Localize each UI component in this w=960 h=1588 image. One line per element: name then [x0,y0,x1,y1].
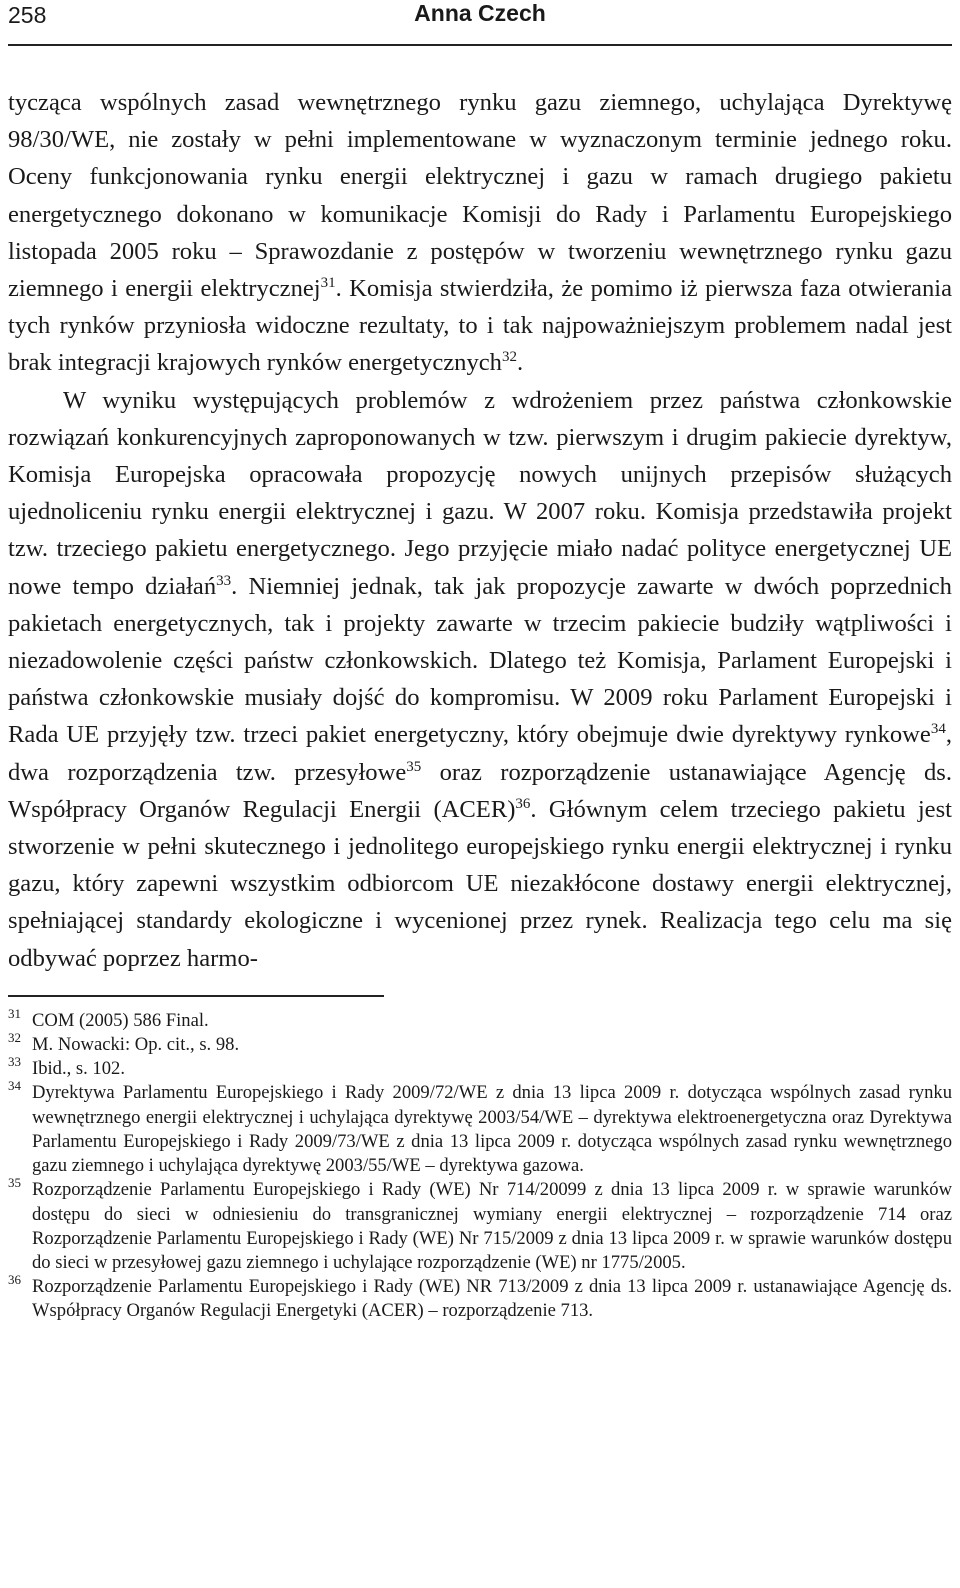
footnote-31 [8,1005,952,1033]
page-header [8,0,952,46]
paragraph-text: W wyniku występujących problemów z wdrożeniem przez państwa członkowskie rozwiązań konkurencyjnych zaproponowanych w tzw. pierwszym i drugim pakiecie dyrektyw, Komisja Europejska opracowała propozycję nowych unijnych przepisów służących ujednoliceniu rynku energii elektrycznej i gazu. W 2007 roku. Komisja przedstawiła projekt tzw. trzeciego pakietu energetycznego. Jego przyjęcie miało nadać polityce energetycznej UE nowe tempo działań [8,386,952,600]
footnote-number: 36 [8,1272,21,1288]
paragraph-text: . Komisja stwierdziła, że pomimo iż pierwsza faza otwierania tych rynków przyniosła widoczne rezultaty, to i tak najpoważniejszym problemem nadal jest brak integracji krajowych rynków energetycznych [8,275,953,377]
footnote-34 [8,1078,952,1178]
paragraph-text: . Niemniej jednak, tak jak propozycje zawarte w dwóch poprzednich pakietach energetycznych, tak i projekty zawarte w trzecim pakiecie budziły wątpliwości i niezadowolenie części państw członkowskich. Dlatego też Komisja, Parlament Europejski i państwa członkowskie musiały dojść do kompromisu. W 2009 roku Parlament Europejski i Rada UE przyjęły tzw. trzeci pakiet energetyczny, który obejmuje dwie dyrektywy rynkowe [8,572,952,749]
paragraph-text: . [516,349,524,377]
paragraph-text: tycząca wspólnych zasad wewnętrznego rynku gazu ziemnego, uchylająca Dyrektywę 98/30/WE, nie zostały w pełni implementowane w wyznaczonym terminie jednego roku. Oceny funkcjonowania rynku energii elektrycznej i gazu w ramach drugiego pakietu energetycznego dokonano w komunikacje Komisji do Rady i Parlamentu Europejskiego listopada 2005 roku – Sprawozdanie z postępów w tworzeniu wewnętrznego rynku gazu ziemnego i energii elektrycznej [8,89,952,303]
footnotes [8,1005,952,1324]
paragraph-1 [8,84,952,382]
footnote-ref-36[interactable]: 36 [515,795,531,812]
footnote-text: M. Nowacki: Op. cit., s. 98. [32,1034,240,1056]
footnote-number: 34 [8,1078,21,1094]
footnote-number: 32 [8,1030,21,1046]
footnote-text: Rozporządzenie Parlamentu Europejskiego i Rady (WE) Nr 714/20099 z dnia 13 lipca 2009 r. w sprawie warunków dostępu do sieci w odniesieniu do transgranicznej wymiany energii elektrycznej – rozporządzenie 714 oraz Rozporządzenie Parlamentu Europejskiego i Rady (WE) Nr 715/2009 z dnia 13 lipca 2009 r. w sprawie warunków dostępu do sieci w przesyłowej gazu ziemnego i uchylające rozporządzenie (WE) nr 1775/2005. [32,1179,952,1273]
footnote-number: 35 [8,1175,21,1191]
footnote-36 [8,1272,952,1323]
footnote-text: Ibid., s. 102. [32,1058,125,1080]
footnote-ref-35[interactable]: 35 [406,758,422,775]
footnote-text: COM (2005) 586 Final. [32,1009,209,1031]
paragraph-text: . Głównym celem trzeciego pakietu jest stworzenie w pełni skutecznego i jednolitego europejskiego rynku energii elektrycznej i rynku gazu, który zapewni wszystkim odbiorcom UE niezakłócone dostawy energii elektrycznej, spełniającej standardy ekologiczne i wycenionej przez rynek. Realizacja tego celu ma się odbywać poprzez harmo- [8,795,952,972]
footnote-33 [8,1054,952,1081]
footnote-number: 33 [8,1054,21,1070]
footnote-text: Rozporządzenie Parlamentu Europejskiego i Rady (WE) NR 713/2009 z dnia 13 lipca 2009 r. ustanawiające Agencję ds. Współpracy Organów Regulacji Energetyki (ACER) – rozporządzenie 713. [32,1276,952,1322]
body-text [8,84,952,977]
footnote-ref-32[interactable]: 32 [501,349,517,366]
footnote-35 [8,1175,952,1275]
running-head: Anna Czech [414,0,546,26]
footnote-ref-33[interactable]: 33 [216,572,232,589]
paragraph-text: oraz rozporządzenie ustanawiające Agencję ds. Współpracy Organów Regulacji Energii (ACER) [8,758,952,823]
page-number: 258 [8,2,47,28]
paragraph-text: , dwa rozporządzenia tzw. przesyłowe [8,721,952,786]
footnote-number: 31 [8,1005,21,1021]
paragraph-2 [8,382,952,977]
footnote-ref-31[interactable]: 31 [320,275,336,292]
footnote-ref-34[interactable]: 34 [930,721,946,738]
footnote-32 [8,1030,952,1057]
footnote-separator [8,995,384,997]
footnote-text: Dyrektywa Parlamentu Europejskiego i Rady 2009/72/WE z dnia 13 lipca 2009 r. dotycząca wspólnych zasad rynku wewnętrznego energii elektrycznej i uchylająca dyrektywę 2003/54/WE – dyrektywa elektroenergetyczna oraz Dyrektywa Parlamentu Europejskiego i Rady 2009/73/WE z dnia 13 lipca 2009 r. dotycząca wspólnych zasad rynku wewnętrznego gazu ziemnego i uchylająca dyrektywę 2003/55/WE – dyrektywa gazowa. [32,1082,952,1177]
